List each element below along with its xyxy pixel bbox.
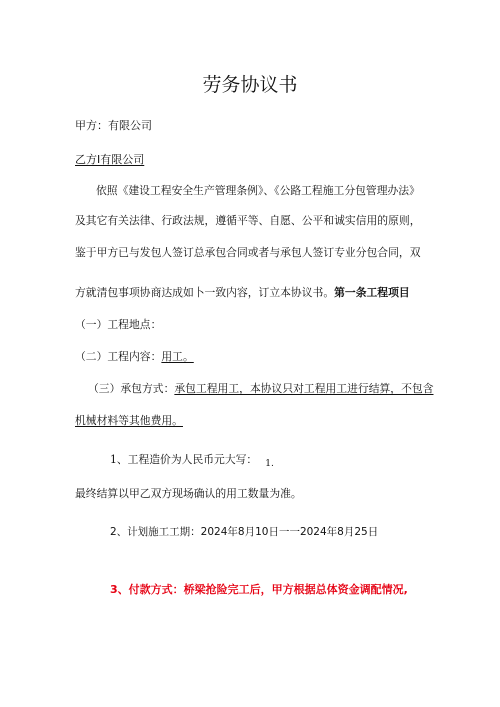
item-contract-value-b: 机械材料等其他费用。 (75, 414, 183, 427)
item-contract-method (88, 381, 434, 396)
document-title: 劳务协议书 (202, 74, 298, 96)
intro-line-3: 鉴于甲方已与发包人签订总承包合同或者与承包人签订专业分包合同，双 (75, 246, 421, 259)
item-contract-label: （三）承包方式： (88, 382, 175, 395)
item-contract-value-a: 承包工程用工，本协议只对工程用工进行结算，不包含 (174, 382, 434, 395)
schedule-line: 2、计划施工工期：2024年8月10日一一2024年8月25日 (110, 526, 379, 538)
intro-line-4-text: 方就清包事项协商达成如卜一致内容，订立本协议书。 (75, 286, 335, 299)
cost-line (110, 452, 274, 467)
item-content (75, 349, 194, 364)
intro-line-4 (75, 285, 410, 300)
payment-line: 3、付款方式：桥梁抢险完工后，甲方根据总体资金调配情况, (110, 583, 408, 596)
item-content-label: （二）工程内容： (75, 350, 162, 363)
cost-text: 1、工程造价为人民币元大写： (110, 453, 258, 466)
article1-heading: 第一条工程项目 (334, 286, 410, 299)
intro-line-1: 依照《建设工程安全生产管理条例》、《公路工程施工分包管理办法》 (96, 184, 420, 197)
intro-line-2: 及其它有关法律、行政法规，遵循平等、自愿、公平和诚实信用的原则， (75, 214, 421, 227)
party-b: 乙方Ⅰ有限公司 (75, 153, 145, 166)
party-a: 甲方：有限公司 (75, 119, 152, 132)
item-content-value: 用工。 (161, 350, 194, 363)
settlement-line: 最终结算以甲乙双方现场确认的用工数量为准。 (75, 487, 302, 500)
cost-mark: 1. (265, 459, 274, 469)
item-location: （一）工程地点： (75, 318, 162, 331)
